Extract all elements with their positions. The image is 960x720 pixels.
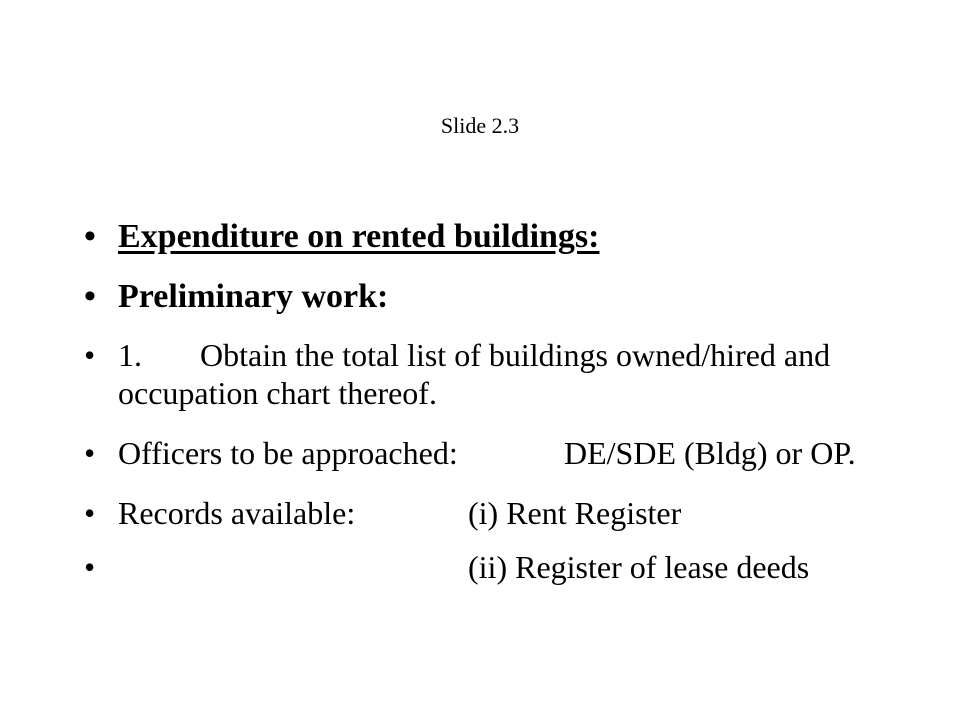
bullet-marker: • [84,435,96,471]
bullet-records-2 [84,548,884,586]
bullet-item-1 [84,336,884,412]
subheading-text: Preliminary work: [118,278,389,315]
slide-number-label: Slide 2.3 [440,113,520,138]
records-value-1: (i) Rent Register [468,495,682,531]
records-label: Records available: [118,495,356,531]
bullet-officers [84,434,884,472]
bullet-list [84,218,884,586]
bullet-marker: • [84,278,96,315]
bullet-marker: • [84,495,96,531]
bullet-marker: • [84,337,96,373]
item-text: Obtain the total list of buildings owned/hired and occupation chart thereof. [118,337,831,411]
bullet-marker: • [84,218,96,255]
bullet-subheading [84,278,884,316]
bullet-records [84,494,884,532]
bullet-marker: • [84,549,96,585]
bullet-heading [84,218,884,256]
officers-label: Officers to be approached: [118,435,458,471]
officers-value: DE/SDE (Bldg) or OP. [564,435,856,471]
item-number: 1. [118,337,142,373]
heading-text: Expenditure on rented buildings: [118,218,600,255]
records-value-2: (ii) Register of lease deeds [468,549,810,585]
